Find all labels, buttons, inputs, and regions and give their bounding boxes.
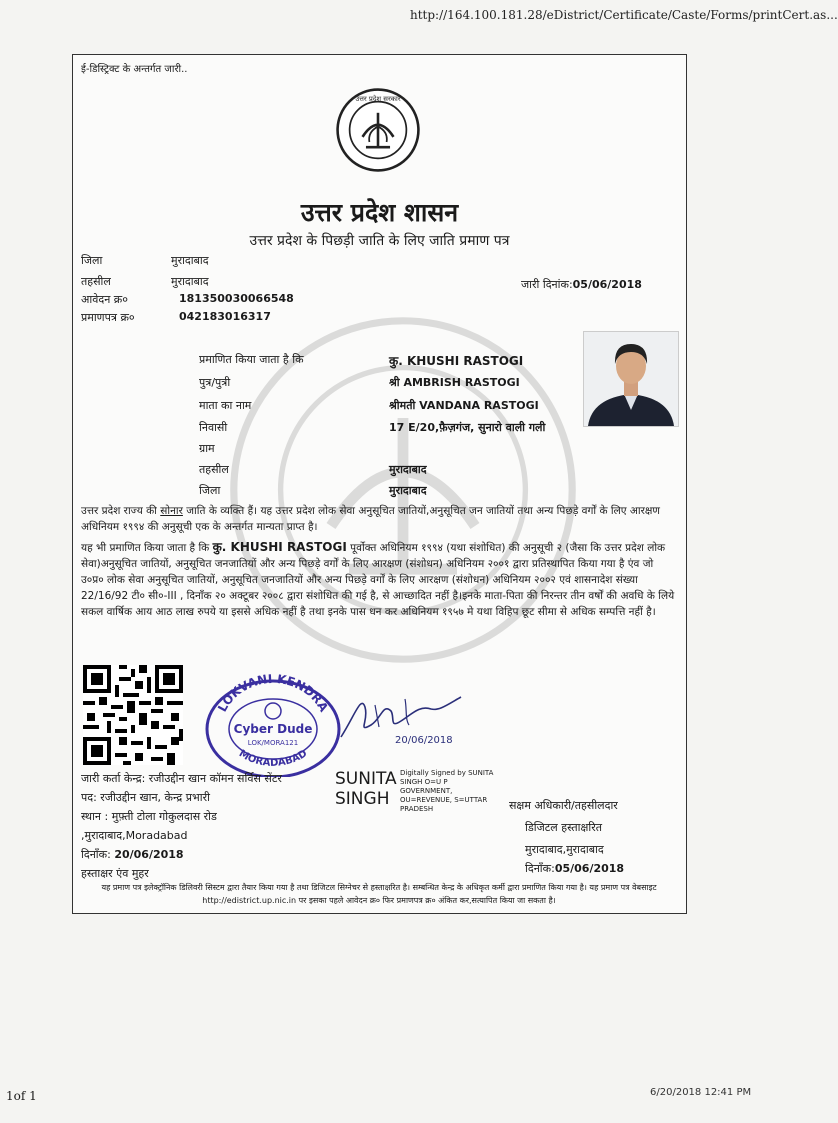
residence-label: निवासी: [199, 421, 228, 434]
person-district-label: जिला: [199, 484, 221, 497]
signer-first-name: SUNITA: [335, 769, 397, 789]
issuing-centre: जारी कर्ता केन्द्र: रजीउद्दीन खान कॉमन सर्विस सेंटर: [81, 772, 282, 785]
issuer-date: [81, 847, 184, 862]
officer-date: [525, 861, 624, 876]
svg-text:LOKVANI KENDRA: [215, 672, 331, 715]
residence-value: 17 E/20,फ़ैज़गंज, सुनारो वाली गली: [389, 421, 546, 434]
page-indicator: 1of 1: [6, 1089, 37, 1103]
person-district-value: मुरादाबाद: [389, 484, 427, 497]
issue-date: [521, 277, 642, 292]
person-tehsil-label: तहसील: [199, 463, 229, 476]
parent-label: पुत्र/पुत्री: [199, 376, 231, 389]
print-timestamp: 6/20/2018 12:41 PM: [650, 1087, 752, 1098]
district-value: मुरादाबाद: [171, 254, 209, 267]
officer-date-label: दिनाँक:: [525, 862, 555, 875]
father-name: श्री AMBRISH RASTOGI: [389, 376, 520, 389]
digital-signature-details: Digitally Signed by SUNITA SINGH O=U P GOVERNMENT, OU=REVENUE, S=UTTAR PRADESH: [400, 769, 494, 813]
applicant-name: कु. KHUSHI RASTOGI: [389, 354, 524, 368]
village-label: ग्राम: [199, 442, 215, 455]
issue-date-label: जारी दिनांक:: [521, 278, 573, 291]
lokvani-kendra-stamp: [203, 671, 343, 777]
certificate-number: 042183016317: [179, 310, 271, 323]
stamp-bottom-text: MORADABAD: [236, 748, 310, 769]
stamp-code: LOK/MORA121: [247, 739, 299, 747]
applicant-photo: [583, 331, 679, 427]
statement2-part2: पूर्वोक्त अधिनियम १९९४ (यथा संशोधित) की अनुसूची २ (जैसा कि उत्तर प्रदेश लोक सेवा)अनुसूचित जातियों, अनुसूचित जनजातियों और अन्य पिछड़े वर्गों के लिए आरक्षण (संशोधन) अधिनियम २००१ द्वारा प्रतिस्थापित किया गया है एंव जो उ०प्र० लोक सेवा अनुसूचित जातियों, अनुसूचित जनजातियों और अन्य पिछड़े वर्गों के लिए आरक्षण (संशोधन) अधिनियम २००२ एवं शासनादेश संख्या 22/16/92 टी० सी०-III , दिनाँक २० अक्टूबर २००८ द्वारा संशोधित की गई है, से आच्छादित नहीं है।इनके माता-पिता की निरन्तर तीन वर्षों की अवधि के लिये सकल वार्षिक आय आठ लाख रुपये या इससे अधिक नहीं है तथा इनके पास धन कर अधिनियम १९५७ मे यथा विहिप छूट सीमा से अधिक सम्पत्ति नहीं है।: [81, 542, 675, 618]
caste-statement-part1: उत्तर प्रदेश राज्य की: [81, 505, 157, 517]
statement2-name: कु. KHUSHI RASTOGI: [212, 540, 347, 554]
certificate-title: उत्तर प्रदेश शासन: [300, 198, 459, 227]
application-number: 181350030066548: [179, 292, 294, 305]
issue-date-value: 05/06/2018: [572, 278, 642, 291]
digital-signer-name: [335, 769, 397, 809]
issuer-place: स्थान : मुफ़्ती टोला गोकुलदास रोड: [81, 810, 217, 823]
caste-statement: [81, 503, 679, 535]
officer-signature-type: डिजिटल हस्ताक्षरित: [525, 821, 602, 834]
issuer-date-value: 20/06/2018: [114, 848, 184, 861]
qr-code-icon: [83, 665, 183, 765]
browser-url: http://164.100.181.28/eDistrict/Certificate/Caste/Forms/printCert.as...: [410, 8, 838, 22]
officer-location: मुरादाबाद,मुरादाबाद: [525, 843, 604, 856]
handwritten-signature: [335, 685, 465, 745]
signer-last-name: SINGH: [335, 789, 390, 809]
sign-seal-label: हस्ताक्षर एंव मुहर: [81, 867, 149, 880]
person-photo-icon: [584, 332, 678, 426]
person-tehsil-value: मुरादाबाद: [389, 463, 427, 476]
caste-statement-part2: जाति के व्यक्ति हैं। यह उत्तर प्रदेश लोक सेवा अनुसूचित जातियों,अनुसूचित जन जातियों तथा अन्य पिछड़े वर्गों के लिए आरक्षण अधिनियम १९९४ की अनुसूची एक के अन्तर्गत मान्यता प्राप्त है।: [81, 505, 660, 533]
tehsil-label: तहसील: [81, 275, 111, 288]
stamp-center-text: Cyber Dude: [233, 722, 313, 736]
svg-text:MORADABAD: [237, 748, 309, 769]
tehsil-value: मुरादाबाद: [171, 275, 209, 288]
stamp-emblem-icon: [265, 703, 281, 719]
issuer-city: ,मुरादाबाद,Moradabad: [81, 829, 188, 842]
non-creamy-layer-statement: [81, 539, 679, 620]
statement2-part1: यह भी प्रमाणित किया जाता है कि: [81, 542, 210, 554]
certified-label: प्रमाणित किया जाता है कि: [199, 353, 304, 366]
signature-date: 20/06/2018: [395, 735, 453, 746]
caste-name: सोनार: [160, 505, 183, 517]
officer-title: सक्षम अधिकारी/तहसीलदार: [509, 799, 618, 812]
application-label: आवेदन क्र०: [81, 293, 128, 306]
stamp-top-text: LOKVANI KENDRA: [215, 671, 331, 715]
certificate: [72, 54, 687, 914]
mother-label: माता का नाम: [199, 399, 252, 412]
up-govt-emblem-icon: [335, 87, 421, 173]
certificate-subtitle: उत्तर प्रदेश के पिछड़ी जाति के लिए जाति प्रमाण पत्र: [249, 233, 510, 249]
officer-date-value: 05/06/2018: [554, 862, 625, 875]
emblem-text: उत्तर प्रदेश सरकार: [355, 94, 401, 103]
header-note: ई-डिस्ट्रिक्ट के अन्तर्गत जारी..: [81, 64, 188, 75]
certificate-number-label: प्रमाणपत्र क्र०: [81, 311, 135, 324]
issuer-date-label: दिनाँक:: [81, 848, 111, 861]
issuer-post: पद: रजीउद्दीन खान, केन्द्र प्रभारी: [81, 791, 210, 804]
certificate-footer-note: यह प्रमाण पत्र इलेक्ट्रॉनिक डिलिवरी सिस्टम द्वारा तैयार किया गया है तथा डिजिटल सिग्नेचर से हस्ताक्षरित है। सम्बन्धित केन्द्र के अधिकृत कर्मी द्वारा प्रमाणित किया गया है। यह प्रमाण पत्र वेबसाइट http://edistrict.up.nic.in पर इसका पहले आवेदन क्र० फिर प्रमाणपत्र क्र० अंकित कर,सत्यापित किया जा सकता है।: [101, 883, 657, 905]
district-label: जिला: [81, 254, 103, 267]
mother-name: श्रीमती VANDANA RASTOGI: [389, 399, 539, 412]
